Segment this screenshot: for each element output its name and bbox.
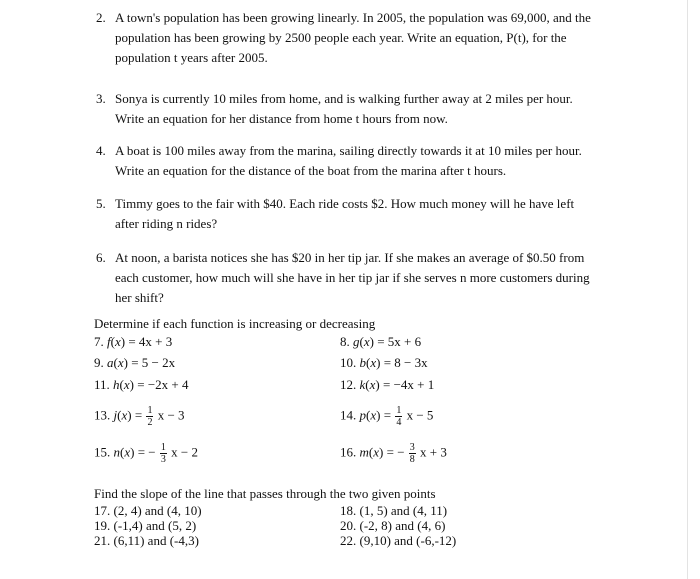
problem-text: A town's population has been growing linearly. In 2005, the population was 69,000, and the population has been growing by 2500 people each year. Write an equation, P(t), for the population t years after 2005. bbox=[115, 10, 591, 65]
problem-number: 4. bbox=[96, 143, 106, 158]
problem-number: 5. bbox=[96, 196, 106, 211]
slope-section-title: Find the slope of the line that passes through the two given points bbox=[94, 486, 436, 501]
problem-text: Timmy goes to the fair with $40. Each ride costs $2. How much money will he have left after riding n rides? bbox=[115, 196, 575, 231]
function-name: j bbox=[113, 407, 118, 423]
function-name: p bbox=[359, 407, 366, 423]
page-edge bbox=[687, 0, 688, 579]
fraction-numerator: 1 bbox=[147, 405, 153, 416]
increasing-section-title: Determine if each function is increasing or decreasing bbox=[94, 316, 376, 331]
function-item: 10. b(x) = 8 − 3x bbox=[340, 355, 428, 370]
fraction-denominator: 8 bbox=[409, 454, 415, 465]
item-number: 8. bbox=[340, 334, 350, 349]
function-name: n bbox=[113, 444, 120, 460]
function-item: 16. m(x) = − $\frac{3}{8}$ x + 3 bbox=[340, 442, 447, 465]
function-rule-rest: x − 2 bbox=[171, 444, 198, 460]
item-number: 11. bbox=[94, 377, 110, 392]
item-number: 16. bbox=[340, 444, 357, 460]
function-name: h bbox=[113, 377, 120, 392]
item-number: 12. bbox=[340, 377, 357, 392]
slope-item: 18. (1, 5) and (4, 11) bbox=[340, 503, 448, 518]
function-item: 9. a(x) = 5 − 2x bbox=[94, 355, 176, 370]
problem-number: 6. bbox=[96, 250, 106, 265]
problem-5 bbox=[96, 194, 596, 234]
fraction bbox=[395, 405, 402, 428]
function-name: g bbox=[353, 334, 360, 349]
function-name: k bbox=[359, 377, 366, 392]
function-item: 13. j(x) = $\frac{1}{2}$ x − 3 bbox=[94, 405, 185, 428]
item-number: 13. bbox=[94, 407, 111, 423]
function-rule-sign: = bbox=[134, 407, 143, 423]
function-rule: = 8 − 3x bbox=[383, 355, 428, 370]
function-item: 7. f(x) = 4x + 3 bbox=[94, 334, 173, 349]
fraction-numerator: 1 bbox=[396, 405, 402, 416]
slope-item: 19. (-1,4) and (5, 2) bbox=[94, 518, 197, 533]
function-item: 12. k(x) = −4x + 1 bbox=[340, 377, 435, 392]
fraction-denominator: 2 bbox=[147, 417, 153, 428]
item-number: 9. bbox=[94, 355, 104, 370]
fraction bbox=[160, 442, 167, 465]
function-item: 15. n(x) = − $\frac{1}{3}$ x − 2 bbox=[94, 442, 198, 465]
function-rule-sign: = − bbox=[386, 444, 405, 460]
function-name: m bbox=[359, 444, 369, 460]
slope-item: 21. (6,11) and (-4,3) bbox=[94, 533, 199, 548]
function-name: f bbox=[107, 334, 111, 349]
item-number: 15. bbox=[94, 444, 111, 460]
function-name: b bbox=[359, 355, 366, 370]
item-number: 14. bbox=[340, 407, 357, 423]
item-number: 10. bbox=[340, 355, 357, 370]
problem-4 bbox=[96, 141, 596, 181]
fraction-numerator: 1 bbox=[160, 442, 166, 453]
problem-text: At noon, a barista notices she has $20 in her tip jar. If she makes an average of $0.50 from each customer, how much will she have in her tip jar if she serves n more customers during her shift? bbox=[115, 250, 590, 305]
slope-item: 20. (-2, 8) and (4, 6) bbox=[340, 518, 446, 533]
problem-text: A boat is 100 miles away from the marina, sailing directly towards it at 10 miles per hour. Write an equation for the distance of the boat from the marina after t hours. bbox=[115, 143, 582, 178]
function-rule: = 5 − 2x bbox=[131, 355, 176, 370]
function-item: 14. p(x) = $\frac{1}{4}$ x − 5 bbox=[340, 405, 434, 428]
function-rule: = 4x + 3 bbox=[128, 334, 173, 349]
function-rule: = −4x + 1 bbox=[383, 377, 435, 392]
fraction-denominator: 4 bbox=[396, 417, 402, 428]
problem-number: 2. bbox=[96, 10, 106, 25]
slope-item: 22. (9,10) and (-6,-12) bbox=[340, 533, 457, 548]
problem-6 bbox=[96, 248, 596, 308]
function-rule-sign: = bbox=[383, 407, 392, 423]
function-item: 11. h(x) = −2x + 4 bbox=[94, 377, 189, 392]
function-item: 8. g(x) = 5x + 6 bbox=[340, 334, 422, 349]
problem-3 bbox=[96, 89, 596, 129]
fraction-denominator: 3 bbox=[160, 454, 166, 465]
fraction bbox=[409, 442, 416, 465]
function-rule: = 5x + 6 bbox=[377, 334, 422, 349]
function-rule-sign: = − bbox=[137, 444, 156, 460]
problem-2 bbox=[96, 8, 596, 68]
function-rule-rest: x + 3 bbox=[420, 444, 447, 460]
problem-text: Sonya is currently 10 miles from home, and is walking further away at 2 miles per hour. Write an equation for her distance from home t hours from now. bbox=[115, 91, 573, 126]
fraction bbox=[146, 405, 153, 428]
function-rule-rest: x − 5 bbox=[406, 407, 434, 423]
slope-item: 17. (2, 4) and (4, 10) bbox=[94, 503, 202, 518]
function-rule: = −2x + 4 bbox=[137, 377, 189, 392]
fraction-numerator: 3 bbox=[409, 442, 415, 453]
function-rule-rest: x − 3 bbox=[157, 407, 185, 423]
function-name: a bbox=[107, 355, 114, 370]
problem-number: 3. bbox=[96, 91, 106, 106]
item-number: 7. bbox=[94, 334, 104, 349]
